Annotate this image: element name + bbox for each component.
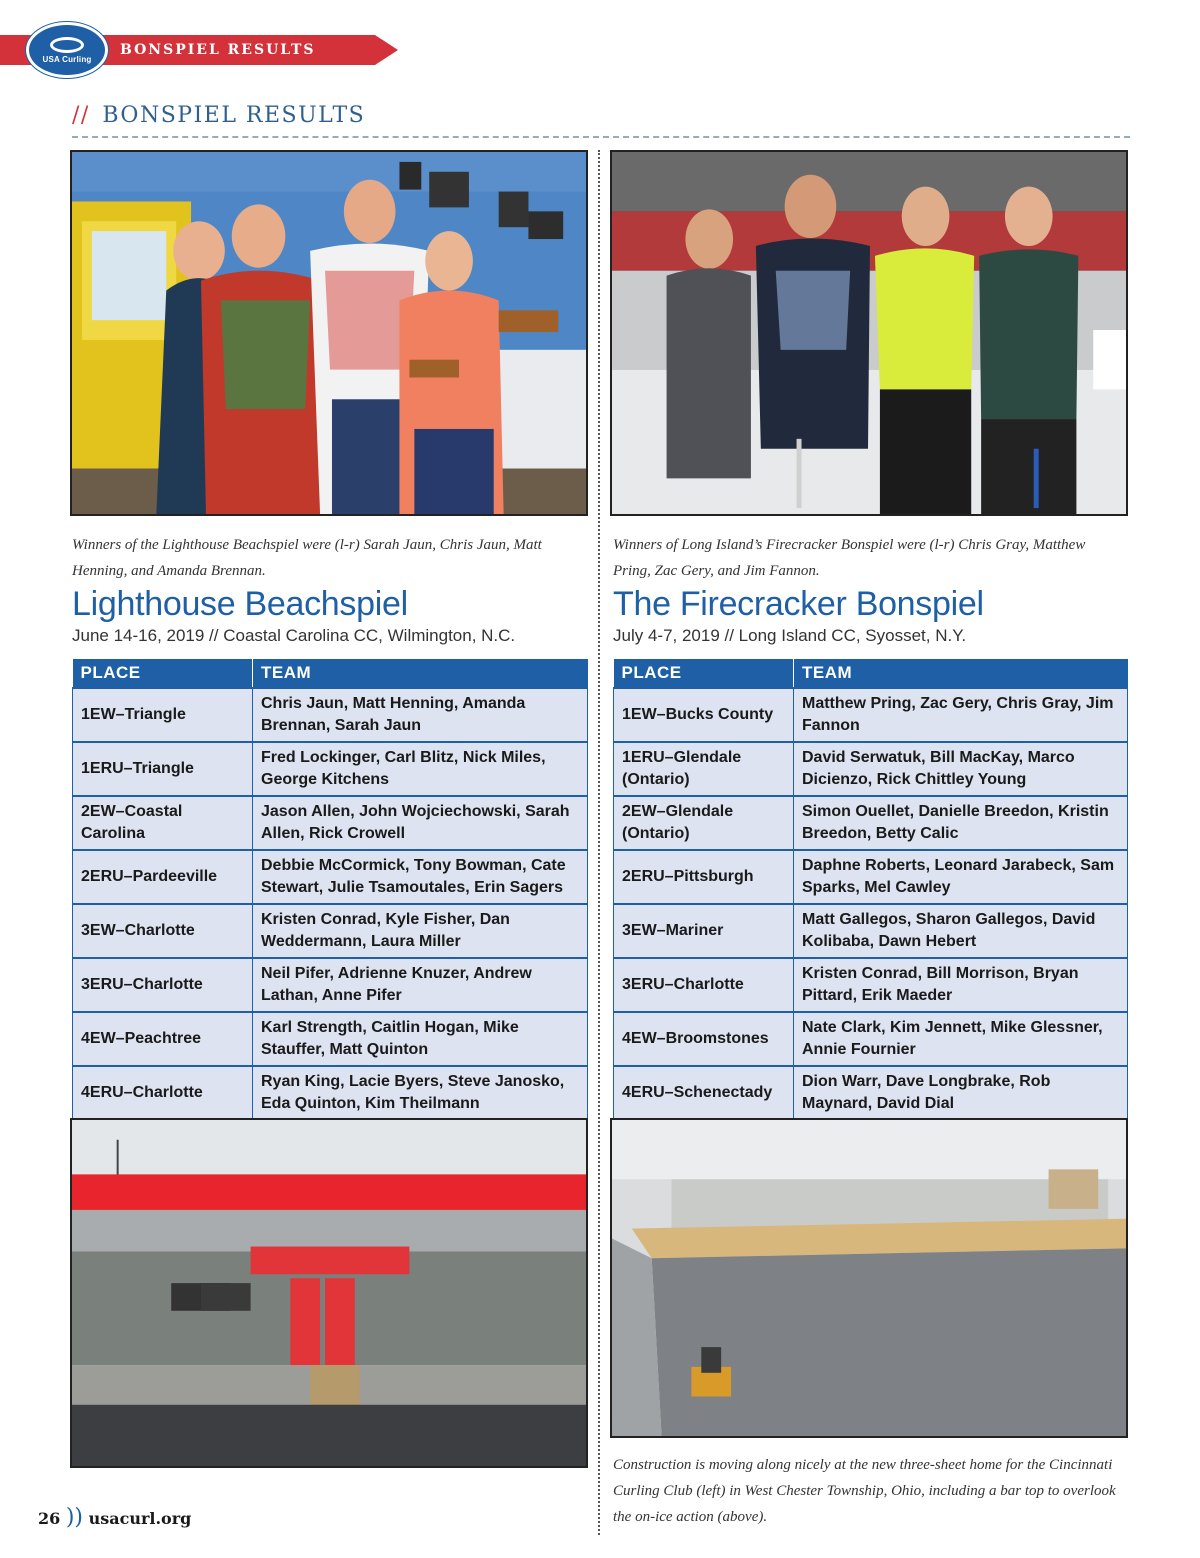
table-row [614,958,1128,1012]
team-cell: Neil Pifer, Adrienne Knuzer, Andrew Lathan, Anne Pifer [253,958,588,1012]
place-cell: 3EW–Mariner [614,904,794,958]
table-row [73,796,588,850]
place-cell: 1ERU–Triangle [73,742,253,796]
place-cell: 4ERU–Schenectady [614,1066,794,1120]
place-cell: 4EW–Broomstones [614,1012,794,1066]
photo-lighthouse-image [72,152,586,514]
table-row [73,904,588,958]
team-cell: Matthew Pring, Zac Gery, Chris Gray, Jim Fannon [794,688,1128,742]
section-heading [72,103,365,128]
table-row [614,904,1128,958]
table-row [73,1066,588,1120]
team-cell: Kristen Conrad, Bill Morrison, Bryan Pittard, Erik Maeder [794,958,1128,1012]
team-cell: Karl Strength, Caitlin Hogan, Mike Stauffer, Matt Quinton [253,1012,588,1066]
place-cell: 1EW–Triangle [73,688,253,742]
column-header-place: PLACE [614,659,794,688]
photo-cincinnati-building [70,1118,588,1468]
place-cell: 3ERU–Charlotte [73,958,253,1012]
team-cell: Fred Lockinger, Carl Blitz, Nick Miles, George Kitchens [253,742,588,796]
page-number: 26 [38,1509,61,1528]
table-row [614,850,1128,904]
column-header-team: TEAM [253,659,588,688]
table-row [614,1012,1128,1066]
table-row [73,958,588,1012]
place-cell: 1ERU–Glendale (Ontario) [614,742,794,796]
table-row [73,1012,588,1066]
place-cell: 3EW–Charlotte [73,904,253,958]
banner-title: BONSPIEL RESULTS [120,42,316,58]
photo-bar-top [610,1118,1128,1438]
table-row [73,850,588,904]
place-cell: 2ERU–Pittsburgh [614,850,794,904]
footer-site-link[interactable]: usacurl.org [88,1509,192,1528]
table-header-row [614,659,1128,688]
caption-firecracker: Winners of Long Island’s Firecracker Bonspiel were (l-r) Chris Gray, Matthew Pring, Zac Gery, and Jim Fannon. [613,537,1086,579]
caption-construction: Construction is moving along nicely at the new three-sheet home for the Cincinnati Curling Club (left) in West Chester Township, Ohio, including a bar top to overlook the on-ice action (above). [613,1457,1116,1525]
event-title-lighthouse: Lighthouse Beachspiel [72,585,408,623]
table-header-row [73,659,588,688]
caption-lighthouse: Winners of the Lighthouse Beachspiel were (l-r) Sarah Jaun, Chris Jaun, Matt Henning, and Amanda Brennan. [72,537,542,579]
logo-text: USA Curling [42,54,92,64]
photo-lighthouse-winners [70,150,588,516]
column-divider [598,150,600,1535]
event-subtitle-lighthouse: June 14-16, 2019 // Coastal Carolina CC, Wilmington, N.C. [72,626,516,645]
place-cell: 2EW–Coastal Carolina [73,796,253,850]
photo-firecracker-image [612,152,1126,514]
photo-building-image [72,1120,586,1466]
place-cell: 4EW–Peachtree [73,1012,253,1066]
column-header-place: PLACE [73,659,253,688]
team-cell: Jason Allen, John Wojciechowski, Sarah Allen, Rick Crowell [253,796,588,850]
column-header-team: TEAM [794,659,1128,688]
table-row [614,688,1128,742]
usa-curling-logo[interactable] [26,22,108,78]
event-subtitle-firecracker: July 4-7, 2019 // Long Island CC, Syosset, N.Y. [613,626,967,645]
dashed-divider [72,136,1130,138]
photo-bar-top-image [612,1120,1126,1436]
team-cell: Debbie McCormick, Tony Bowman, Cate Stewart, Julie Tsamoutales, Erin Sagers [253,850,588,904]
place-cell: 3ERU–Charlotte [614,958,794,1012]
place-cell: 4ERU–Charlotte [73,1066,253,1120]
team-cell: Chris Jaun, Matt Henning, Amanda Brennan, Sarah Jaun [253,688,588,742]
page-footer [38,1505,191,1530]
table-row [73,688,588,742]
results-table-firecracker [613,659,1128,1120]
team-cell: David Serwatuk, Bill MacKay, Marco Dicienzo, Rick Chittley Young [794,742,1128,796]
team-cell: Nate Clark, Kim Jennett, Mike Glessner, Annie Fournier [794,1012,1128,1066]
photo-firecracker-winners [610,150,1128,516]
place-cell: 2ERU–Pardeeville [73,850,253,904]
team-cell: Dion Warr, Dave Longbrake, Rob Maynard, David Dial [794,1066,1128,1120]
table-row [614,1066,1128,1120]
team-cell: Simon Ouellet, Danielle Breedon, Kristin Breedon, Betty Calic [794,796,1128,850]
table-row [614,742,1128,796]
results-table-lighthouse [72,659,588,1120]
curling-stone-icon [50,37,84,53]
team-cell: Matt Gallegos, Sharon Gallegos, David Kolibaba, Dawn Hebert [794,904,1128,958]
team-cell: Ryan King, Lacie Byers, Steve Janosko, Eda Quinton, Kim Theilmann [253,1066,588,1120]
table-row [614,796,1128,850]
section-title: BONSPIEL RESULTS [102,103,366,128]
team-cell: Daphne Roberts, Leonard Jarabeck, Sam Sparks, Mel Cawley [794,850,1128,904]
place-cell: 2EW–Glendale (Ontario) [614,796,794,850]
place-cell: 1EW–Bucks County [614,688,794,742]
table-row [73,742,588,796]
section-slashes: // [72,103,90,128]
event-title-firecracker: The Firecracker Bonspiel [613,585,984,623]
team-cell: Kristen Conrad, Kyle Fisher, Dan Weddermann, Laura Miller [253,904,588,958]
footer-divider: )) [65,1505,84,1530]
